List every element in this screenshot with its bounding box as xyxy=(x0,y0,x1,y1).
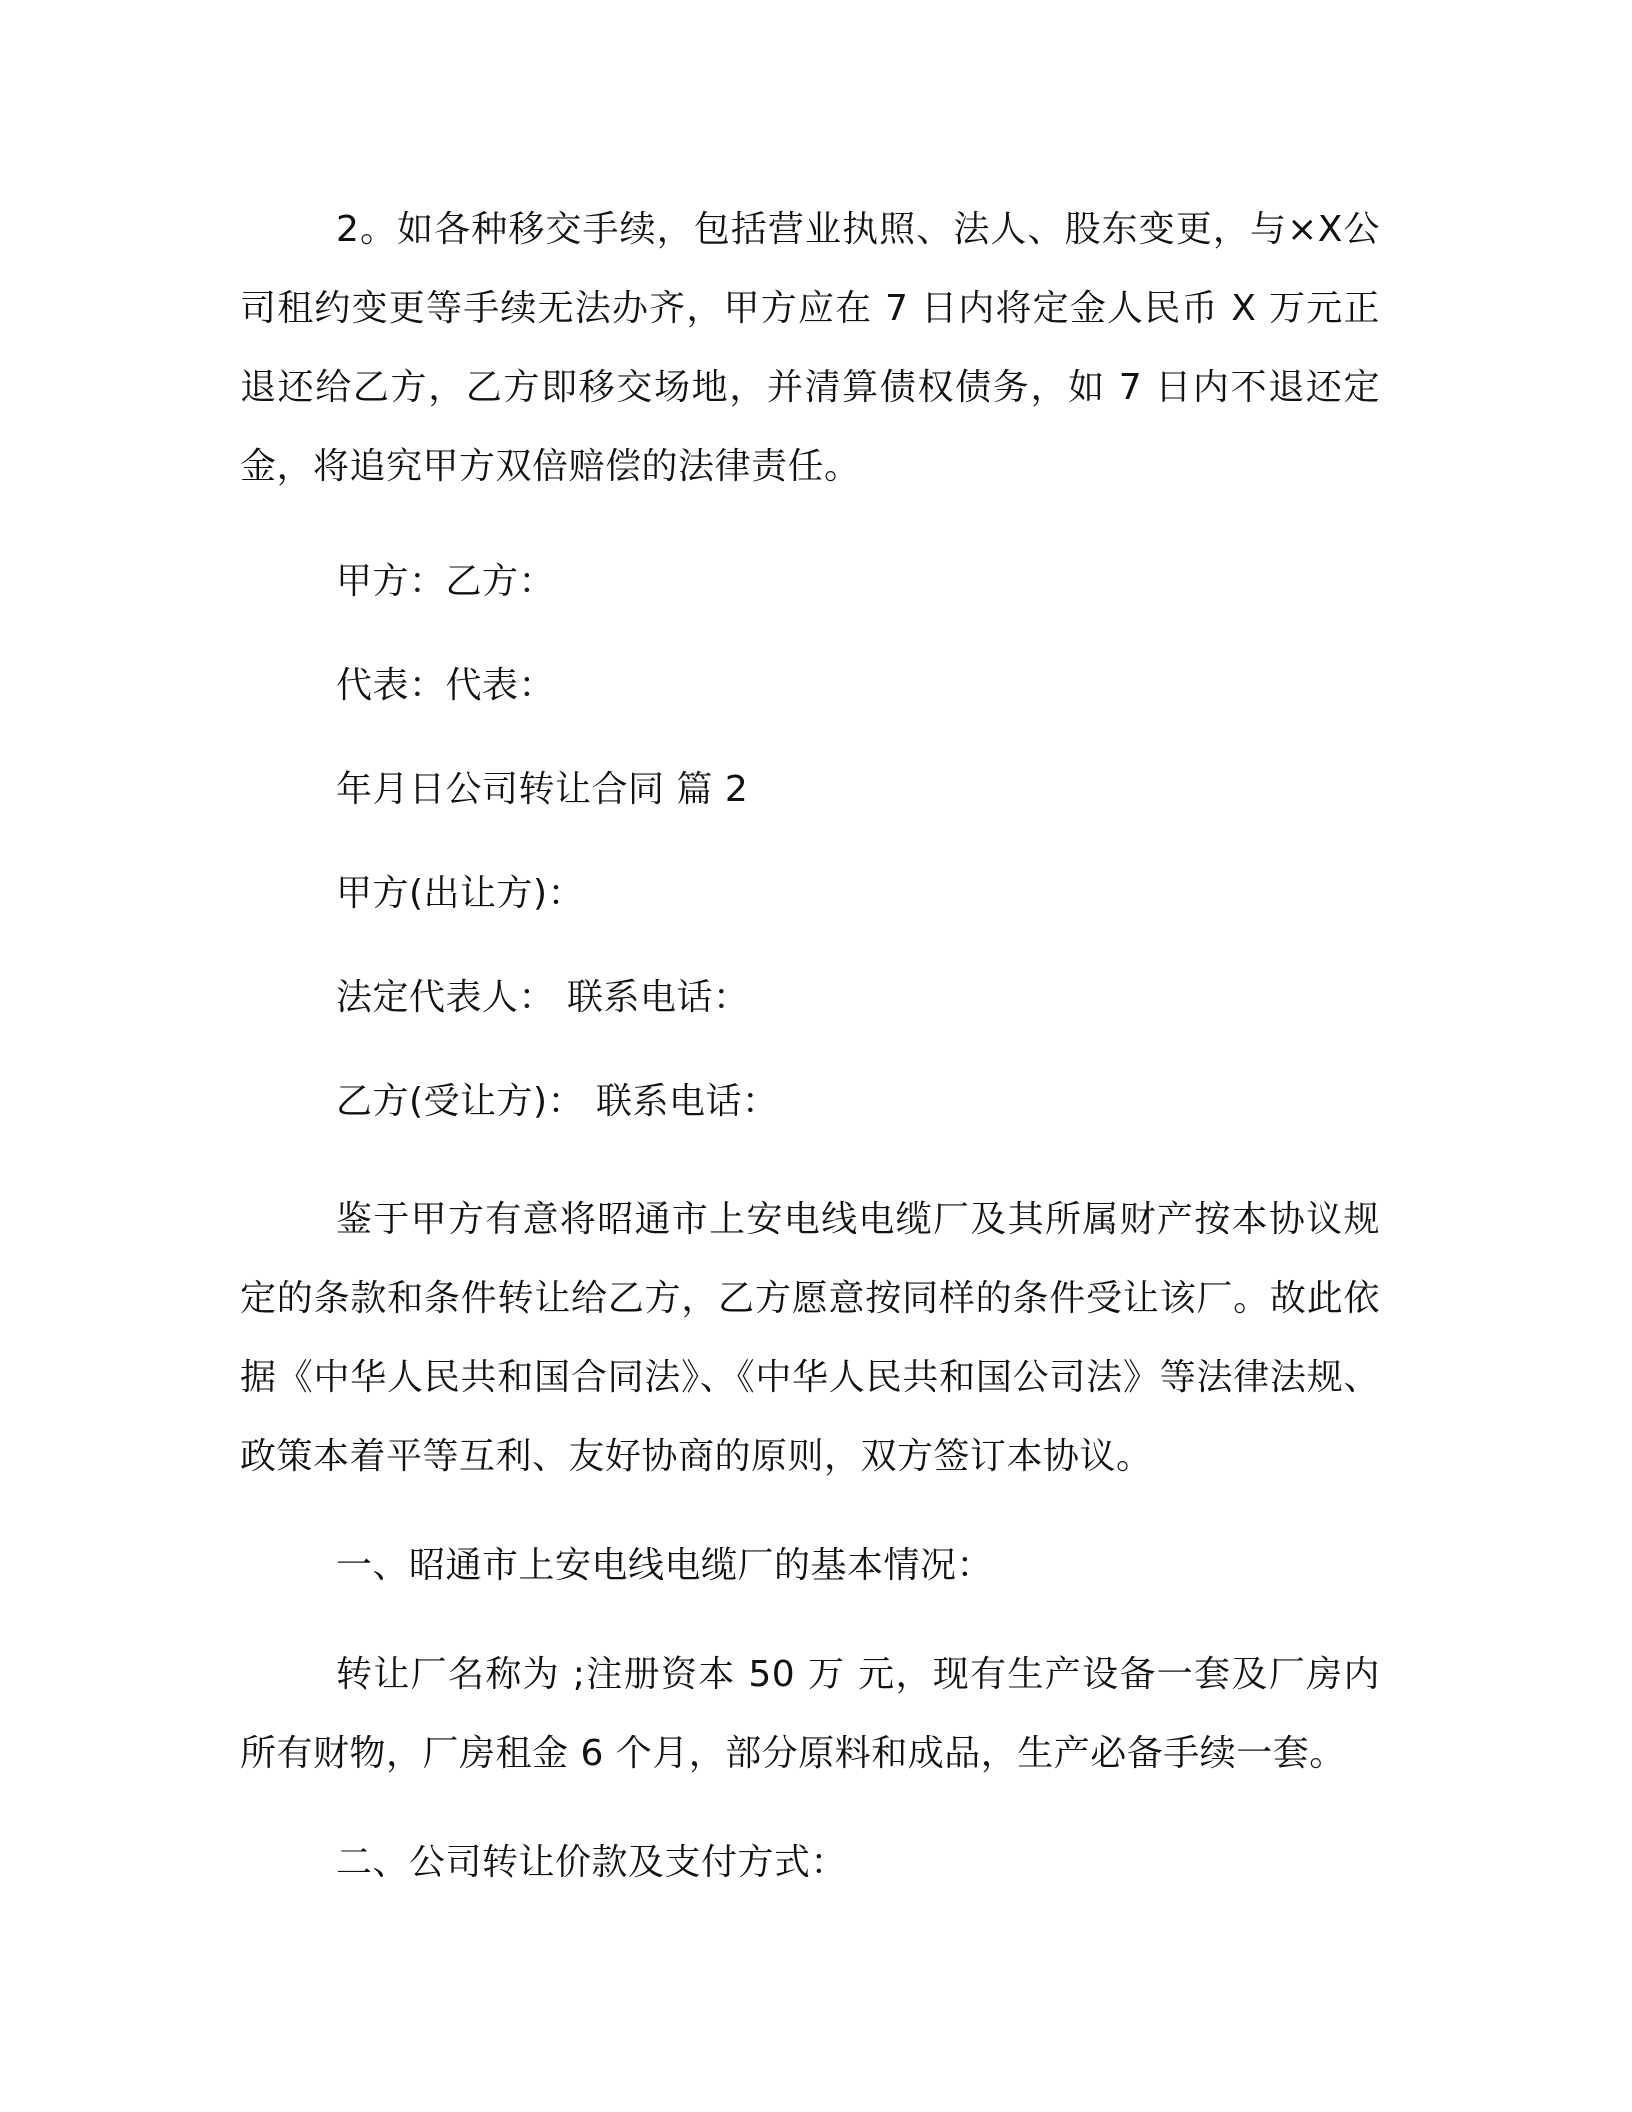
party-a-b-signature-line: 甲方：乙方： xyxy=(336,561,556,602)
contract-heading-line: 年月日公司转让合同 篇 2 xyxy=(336,769,749,810)
section-1-details-paragraph: 转让厂名称为 ;注册资本 50 万 元，现有生产设备一套及厂房内所有财物，厂房租金 6 个月，部分原料和成品，生产必备手续一套。 xyxy=(240,1654,1380,1774)
document-body xyxy=(240,190,1380,1902)
representative-signature-line: 代表：代表： xyxy=(336,665,556,706)
section-2-heading: 二、公司转让价款及支付方式： xyxy=(336,1842,848,1883)
clause-2-refund-paragraph: 2。如各种移交手续，包括营业执照、法人、股东变更，与×X公司租约变更等手续无法办齐，甲方应在 7 日内将定金人民币 X 万元正退还给乙方，乙方即移交场地，并清算债权债务，如 7 日内不退还定金，将追究甲方双倍赔偿的法律责任。 xyxy=(240,209,1380,487)
recital-paragraph: 鉴于甲方有意将昭通市上安电线电缆厂及其所属财产按本协议规定的条款和条件转让给乙方，乙方愿意按同样的条件受让该厂。故此依据《中华人民共和国合同法》、《中华人民共和国公司法》等法律法规、政策本着平等互利、友好协商的原则，双方签订本协议。 xyxy=(240,1199,1380,1477)
section-1-heading: 一、昭通市上安电线电缆厂的基本情况： xyxy=(336,1545,994,1586)
legal-representative-line: 法定代表人： 联系电话： xyxy=(336,977,750,1018)
party-a-transferor-line: 甲方(出让方)： xyxy=(336,873,585,914)
party-b-transferee-line: 乙方(受让方)： 联系电话： xyxy=(336,1081,779,1122)
